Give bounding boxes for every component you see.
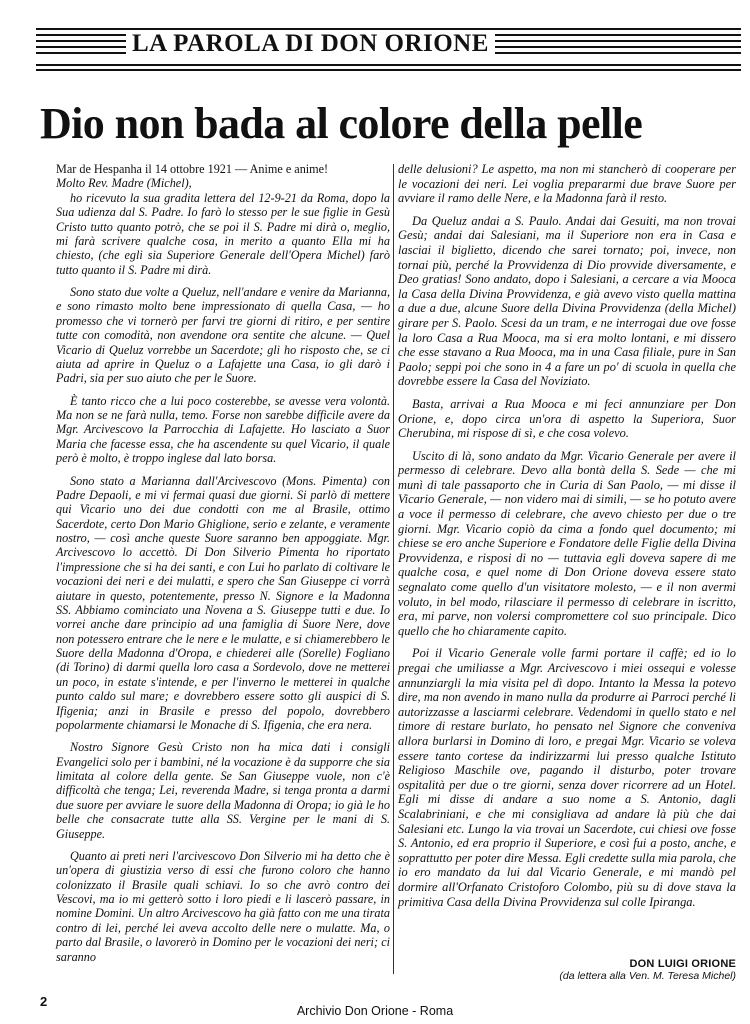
column-divider	[393, 164, 394, 974]
page-number: 2	[40, 994, 48, 1009]
paragraph: ho ricevuto la sua gradita lettera del 12-9-21 da Roma, dopo la Sua udienza dal S. Padre. Io farò lo stesso per le sue figlie in Gesù Cristo tutto quanto potrò, che se poi il S. Padre mi dirà o, meglio, mi farà scrivere qualche cosa, in merito a quanto Ella mi ha chiesto, (che egli sia Superiore Generale dell'Opera Michel) farò tutto quanto il S. Padre mi dirà.	[56, 190, 390, 277]
paragraph: Da Queluz andai a S. Paulo. Andai dai Gesuiti, ma non trovai Gesù; andai dai Salesiani, ma il Superiore non era in Casa e lasciai il biglietto, dicendo che sarei tornato; poi, invece, non tornai più, perché la Provvidenza di Dio provvide diversamente, e Deo gratias! Sono andato, dopo i Salesiani, a cercare a via Mooca la Casa della Divina Provvidenza, e già avevo visto quella mattina a due a due, alcune Suore della Divina Provvidenza (della Michel) girare per S. Paolo. Scesi da un tram, e ne interrogai due ove fosse la loro Casa a Rua Mooca, ma si era molto lontani, e mi dissero che esse stavano a Rua Mooca, ma in una Casa filiale, pure in San Paolo; seppi poi che sono in 4 a fare un po' di scuola in quella che dovrebbe essere la Casa del Noviziato.	[398, 213, 736, 389]
footer-archive: Archivio Don Orione - Roma	[296, 1004, 454, 1018]
paragraph: delle delusioni? Le aspetto, ma non mi stancherò di cooperare per le vocazioni dei neri. Lei voglia prepararmi due brave Suore per avviare il ramo delle Nere, e la Madonna farà il resto.	[398, 162, 736, 206]
paragraph: Sono stato a Marianna dall'Arcivescovo (Mons. Pimenta) con Padre Depaoli, e mi vi fermai quasi due giorni. Si parlò di mettere qui Vicario uno dei due condotti con me al Brasile, ottimo Sacerdote, certo Don Mario Ghiglione, serio e zelante, e veramente nostro, — così anche queste Suore saranno ben appoggiate. Mgr. Arcivescovo lo accettò. Di Don Silverio Pimenta ho riportato l'impressione che si ha dei santi, e con Lui ho parlato di coltivare le vocazioni dei neri e dei mulatti, e spero che San Giuseppe ci vorrà aiutare in questo, potentemente, presso N. Signore e la Madonna SS. Abbiamo cominciato una Novena a S. Giuseppe tutti e due. Io vorrei anche dare principio ad una famiglia di Suore Nere, dove non potessero entrare che le nere e le mulatte, e si chiamerebbero le Suore della Madonna d'Oropa, e chiederei alle (Sorelle) Fogliano (di Torino) di darmi quella loro casa a Sordevolo, dove ne metterei un poco, in estate s'intende, e per l'inverno le metterei in qualche punto caldo sul mare; e dovrebbero essere sotto gli auspici di S. Ifigenia; anzi in Brasile e presso del popolo, dovrebbero popolarmente chiamarsi le Monache di S. Ifigenia, che era nera.	[56, 473, 390, 732]
signature-name: DON LUIGI ORIONE	[629, 958, 736, 970]
signature-block	[559, 958, 736, 982]
letter-opening: Mar de Hespanha il 14 ottobre 1921 — Anime e anime!	[56, 162, 329, 176]
paragraph: Nostro Signore Gesù Cristo non ha mica dati i consigli Evangelici solo per i bambini, né la vocazione è da supporre che sia limitata al colore della gente. Se San Giuseppe vuole, non c'è difficoltà che tenga; Lei, reverenda Madre, si tenga pronta a darmi due suore per avviare le suore della Madonna di Oropa; io già le ho belle che consacrate tutte alla SS. Vergine per le mani di S. Giuseppe.	[56, 740, 390, 841]
left-column	[56, 162, 390, 972]
article-title: Dio non bada al colore della pelle	[40, 99, 643, 148]
paragraph: Poi il Vicario Generale volle farmi portare il caffè; ed io lo pregai che umiliasse a Mgr. Arcivescovo i miei ossequi e volesse annunziargli la mia visita pel dì dopo. Intanto la Messa la potevo dire, ma non avendo in mano nulla da produrre ai Parroci perché li autorizzasse a lasciarmi celebrare. Vedendomi in quello stato e nel timore di restare burlato, ho pensato nel Signore che conveniva allora burlarsi in Domino di loro, e pregai Mgr. Vicario se voleva essere tanto cortese da indirizzarmi lui presso qualche Istituto Religioso Maschile ove, pagando il disturbo, poter trovare ospitalità per due o tre giorni, senza dover ricorrere ad un Hotel. Egli mi disse di andare a suo nome a S. Antonio, dagli Scalabriniani, e che mi consigliava ad andare là più che dai Salesiani etc. Lungo la via trovai un Sacerdote, cui chiesi ove fosse S. Antonio, ed era proprio il Superiore, e così fui a posto, anche, e soprattutto per poter dire Messa. Egli credette sulla mia parola, che io ero mandato da lui dal Vicario Generale, e mi mandò pel dormire all'Orfanato Cristoforo Colombo, più su di dove stava la primitiva Casa della Divina Provvidenza sul colle Ipiranga.	[398, 646, 736, 909]
paragraph: È tanto ricco che a lui poco costerebbe, se avesse vera volontà. Ma non se ne farà nulla, temo. Forse non sarebbe difficile avere da Mgr. Arcivescovo la Parrocchia di Lafajette. Ho lasciato a Suor Maria che facesse essa, che ha ascendente su quel Vicario, il quale però è molto, è troppo inglese dal lato borsa.	[56, 393, 390, 466]
section-header	[36, 22, 741, 74]
paragraph: Sono stato due volte a Queluz, nell'andare e venire da Marianna, e sono rimasto molto bene impressionato di quella Casa, — ho promesso che vi tornerò per farvi tre giorni di ritiro, e per sentire tutte con comodità, non avendone ora sentite che alcune. — Quel Vicario di Queluz vorrebbe un Sacerdote; gli ho risposto che, se ci aiuta ad aprire in Queluz o a Lafajette una Casa, io gli darò i Padri, sia per suo aiuto che per le Suore.	[56, 285, 390, 386]
paragraph: Uscito di là, sono andato da Mgr. Vicario Generale per avere il permesso di celebrare. Devo alla bontà della S. Sede — che mi munì di tale passaporto che in Curia di San Paolo, — mi disse il Vicario Generale, — non videro mai di simili, — se ho potuto avere a voce il permesso di celebrare, che avevo chiesto per due o tre giorni. Mgr. Vicario copiò da cima a fondo quel documento; mi chiese se ero anche Superiore e Fondatore delle Figlie della Divina Provvidenza, e risposi di no — tuttavia egli doveva sapere di me qualche cosa, e quel nome di Don Orione doveva essere stato segnalato come quello d'un visitatore molesto, — e il non avermi voluto, in bel modo, rilasciare il permesso di celebrare in iscritto, era, mi parve, non volersi compromettere col suo principale. Dico quello che ho chiaramente capito.	[398, 448, 736, 638]
paragraph: Basta, arrivai a Rua Mooca e mi feci annunziare per Don Orione, e, dopo circa un'ora di aspetto la Superiora, Suor Cherubina, mi rispose di sì, e che cosa volevo.	[398, 396, 736, 441]
letter-salutation: Molto Rev. Madre (Michel),	[56, 176, 192, 191]
signature-source: (da lettera alla Ven. M. Teresa Michel)	[559, 970, 736, 982]
right-column	[398, 162, 736, 917]
paragraph: Quanto ai preti neri l'arcivescovo Don Silverio mi ha detto che è un'opera di giustizia verso di essi che furono coloro che hanno colonizzato il Brasile quali schiavi. Io so che avrò contro dei Vescovi, ma io mi getterò sotto i loro piedi e li lascerò passare, in nomine Domini. Un altro Arcivescovo ha già fatto con me una tirata contro di lei, perché lei aveva accolto delle nere o mulatte. Ma, o parto dal Brasile, o lavorerò in Domino per le vocazioni dei neri; ci saranno	[56, 848, 390, 964]
section-title: LA PAROLA DI DON ORIONE	[126, 30, 495, 58]
